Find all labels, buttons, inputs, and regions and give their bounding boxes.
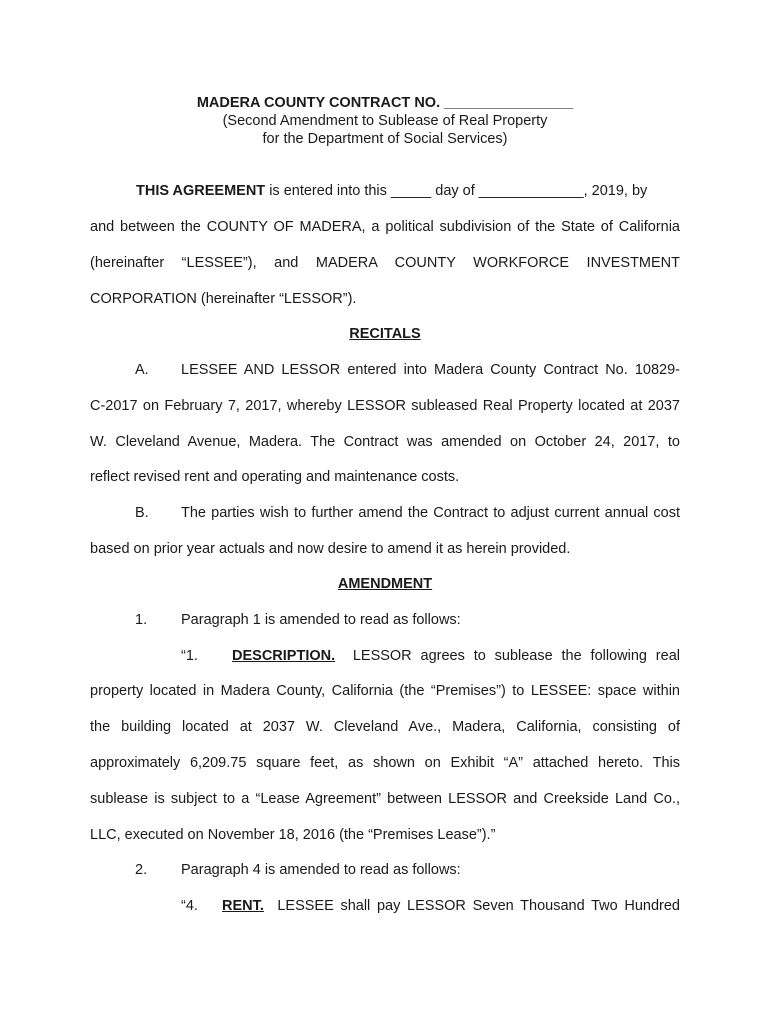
- recital-a-line-1: LESSEE AND LESSOR entered into Madera County Contract No. 10829-: [181, 362, 680, 378]
- recital-b-label: B.: [135, 505, 149, 521]
- agreement-line-1: [136, 183, 680, 199]
- description-line-5: sublease is subject to a “Lease Agreement” between LESSOR and Creekside Land Co.,: [90, 791, 680, 807]
- description-line-3: the building located at 2037 W. Cleveland Ave., Madera, California, consisting of: [90, 719, 680, 735]
- rent-line-1: [222, 898, 680, 914]
- contract-subtitle-line-2: for the Department of Social Services): [262, 131, 508, 147]
- recital-a-line-3: W. Cleveland Avenue, Madera. The Contract was amended on October 24, 2017, to: [90, 434, 680, 450]
- agreement-line-1-text: is entered into this _____ day of _____________, 2019, by: [265, 183, 648, 199]
- rent-number: “4.: [181, 898, 198, 914]
- contract-header: [90, 94, 680, 148]
- description-line-4: approximately 6,209.75 square feet, as shown on Exhibit “A” attached hereto. This: [90, 755, 680, 771]
- amendment-heading: AMENDMENT: [337, 576, 433, 592]
- description-heading: DESCRIPTION.: [232, 648, 336, 664]
- agreement-lead: THIS AGREEMENT: [136, 183, 266, 199]
- agreement-line-3: (hereinafter “LESSEE”), and MADERA COUNTY WORKFORCE INVESTMENT: [90, 255, 680, 271]
- description-line-2: property located in Madera County, California (the “Premises”) to LESSEE: space within: [90, 683, 680, 699]
- description-line-1-text: LESSOR agrees to sublease the following real: [352, 648, 680, 664]
- contract-title: MADERA COUNTY CONTRACT NO. ________________: [196, 95, 574, 111]
- rent-heading: RENT.: [222, 898, 264, 914]
- rent-line-1-text: LESSEE shall pay LESSOR Seven Thousand Two Hundred: [277, 898, 681, 914]
- amendment-item-2-text: Paragraph 4 is amended to read as follows:: [181, 862, 461, 878]
- description-line-6: LLC, executed on November 18, 2016 (the “Premises Lease”).”: [90, 827, 496, 843]
- amendment-item-2-label: 2.: [135, 862, 148, 878]
- recital-a-label: A.: [135, 362, 149, 378]
- description-line-1: [232, 648, 680, 664]
- amendment-item-1-text: Paragraph 1 is amended to read as follows:: [181, 612, 461, 628]
- agreement-line-4: CORPORATION (hereinafter “LESSOR”).: [90, 291, 357, 307]
- description-number: “1.: [181, 648, 198, 664]
- recitals-heading: RECITALS: [349, 326, 421, 342]
- recital-b-line-1: The parties wish to further amend the Contract to adjust current annual cost: [181, 505, 680, 521]
- contract-subtitle-line-1: (Second Amendment to Sublease of Real Property: [222, 113, 548, 129]
- recital-a-line-2: C-2017 on February 7, 2017, whereby LESSOR subleased Real Property located at 2037: [90, 398, 680, 414]
- amendment-item-1-label: 1.: [135, 612, 148, 628]
- agreement-line-2: and between the COUNTY OF MADERA, a political subdivision of the State of California: [90, 219, 680, 235]
- recital-a-line-4: reflect revised rent and operating and maintenance costs.: [90, 469, 460, 485]
- recital-b-line-2: based on prior year actuals and now desire to amend it as herein provided.: [90, 541, 571, 557]
